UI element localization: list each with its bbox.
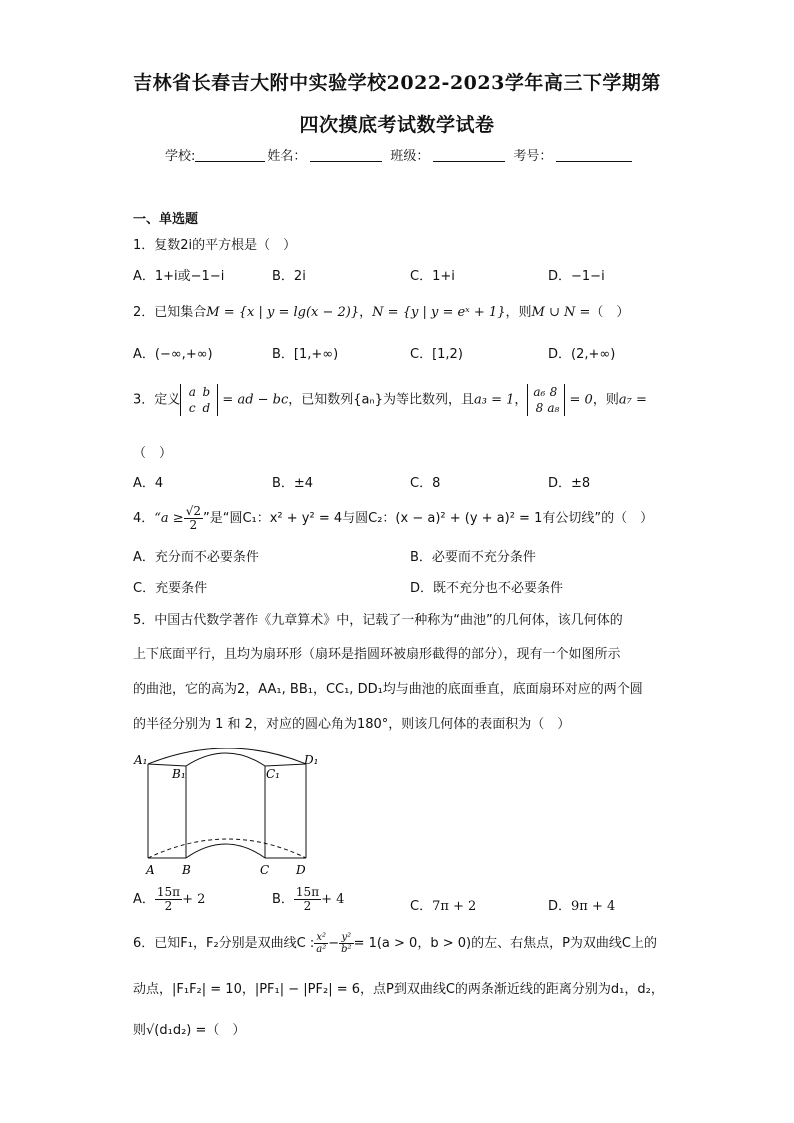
q2-blank: （ ） <box>590 305 630 320</box>
q5-line3: 的曲池，它的高为2，AA₁, BB₁，CC₁, DD₁均与曲池的底面垂直，底面扇环对应的两个圆 <box>133 682 643 697</box>
label-a: A <box>146 863 155 877</box>
class-blank[interactable] <box>433 149 505 162</box>
q5d-prefix: D． <box>548 899 572 914</box>
q3-det-given <box>527 384 565 416</box>
q4-text: ”是“圆C₁：x² + y² = 4与圆C₂：(x − a)² + (y + a)² = 1有公切线”的（ ） <box>202 511 654 526</box>
top-edge-right <box>265 764 306 766</box>
q5c-prefix: C． <box>410 899 433 914</box>
q1-option-b[interactable]: B．2i <box>272 269 306 284</box>
q1-stem: 1．复数2i的平方根是（ ） <box>133 238 297 253</box>
q2-option-b[interactable]: B．[1,+∞) <box>272 347 339 362</box>
q6-frac-x <box>314 932 328 955</box>
q6-frac-y <box>339 932 353 955</box>
q2-option-a[interactable]: A．(−∞,+∞) <box>133 347 213 362</box>
q3-blank: （ ） <box>133 446 173 461</box>
q3-num: 3．定义 <box>133 392 181 408</box>
q4-option-a[interactable]: A．充分而不必要条件 <box>133 550 259 565</box>
q2-stem <box>133 301 629 320</box>
outer-top-arc <box>148 748 306 764</box>
exam-number-blank[interactable] <box>556 149 632 162</box>
q2-union: M ∪ N = <box>531 305 591 320</box>
q5-line4: 的半径分别为 1 和 2，对应的圆心角为180°，则该几何体的表面积为（ ） <box>133 717 571 732</box>
q5c-text: 7π + 2 <box>432 899 477 914</box>
outer-bottom-arc-hidden <box>148 839 306 858</box>
q3-det-definition <box>180 384 218 416</box>
q6-line2: 动点，|F₁F₂| = 10，|PF₁| − |PF₂| = 6，点P到双曲线C的两条渐近线的距离分别为d₁，d₂， <box>133 982 664 997</box>
inner-bottom-arc <box>186 844 265 858</box>
label-c1: C₁ <box>266 767 280 781</box>
q3-a3: a₃ = 1 <box>473 392 515 408</box>
curved-pool-figure <box>128 748 328 878</box>
q4-option-d[interactable]: D．既不充分也不必要条件 <box>410 581 564 596</box>
q6-line3: 则√(d₁d₂) =（ ） <box>133 1023 246 1038</box>
q4-fraction <box>184 505 203 532</box>
q5a-den: 2 <box>164 899 173 913</box>
q4-option-b[interactable]: B．必要而不充分条件 <box>410 550 536 565</box>
inner-top-arc <box>186 753 265 766</box>
q4-cond: “a ≥ <box>154 511 184 526</box>
q3-text1: ，已知数列{aₙ}为等比数列，且 <box>288 392 474 408</box>
q3-then: ，则 <box>592 392 619 408</box>
q3-option-c[interactable]: C．8 <box>410 476 441 491</box>
q5d-text: 9π + 4 <box>571 899 616 914</box>
q4-option-c[interactable]: C．充要条件 <box>133 581 208 596</box>
q5b-prefix: B． <box>272 892 294 907</box>
school-label: 学校: <box>165 149 196 164</box>
q3-a7: a₇ = <box>618 392 647 408</box>
student-info-row <box>165 145 632 164</box>
label-d1: D₁ <box>304 753 319 767</box>
q6-fx-den: a² <box>316 944 327 955</box>
det2-8a: 8 <box>549 385 558 399</box>
section-heading: 一、单选题 <box>133 212 199 227</box>
exam-title-line1: 吉林省长春吉大附中实验学校2022-2023学年高三下学期第 <box>133 72 661 94</box>
q5-line2: 上下底面平行，且均为扇环形（扇环是指圆环被扇形截得的部分），现有一个如图所示 <box>133 647 621 662</box>
q3-option-b[interactable]: B．±4 <box>272 476 314 491</box>
q5b-num: 15π <box>295 885 320 899</box>
q5-option-b[interactable] <box>272 886 344 913</box>
q6-line1 <box>133 932 657 955</box>
q1-option-a[interactable]: A．1+i或−1−i <box>133 269 225 284</box>
q5b-suffix: + 4 <box>321 892 345 907</box>
label-d: D <box>296 863 306 877</box>
det1-b: b <box>202 385 211 399</box>
q3-det-eq: = 0 <box>569 392 593 408</box>
q2-option-c[interactable]: C．[1,2) <box>410 347 463 362</box>
q5a-frac <box>155 886 182 913</box>
q4-stem <box>133 505 653 532</box>
det1-c: c <box>188 401 196 415</box>
q2-sep: ， <box>359 305 373 320</box>
label-b1: B₁ <box>172 767 186 781</box>
q6-fy-den: b² <box>341 944 352 955</box>
school-blank[interactable] <box>195 149 265 162</box>
q5-option-d[interactable] <box>548 895 615 914</box>
q1-option-d[interactable]: D．−1−i <box>548 269 605 284</box>
q5b-den: 2 <box>303 899 312 913</box>
q2-option-d[interactable]: D．(2,+∞) <box>548 347 616 362</box>
q4-frac-num: √2 <box>185 504 201 518</box>
det1-a: a <box>188 385 196 399</box>
exam-title-line2: 四次摸底考试数学试卷 <box>299 114 495 136</box>
q6-fx-num: x² <box>314 932 328 944</box>
q3-stem <box>133 384 647 416</box>
class-label: 班级： <box>390 149 430 164</box>
q5a-suffix: + 2 <box>182 892 206 907</box>
label-a1: A₁ <box>134 753 148 767</box>
q2-then: ，则 <box>505 305 532 320</box>
q6-line1-b: = 1(a > 0，b > 0)的左、右焦点，P为双曲线C上的 <box>353 936 657 951</box>
label-c: C <box>260 863 270 877</box>
q5-option-c[interactable] <box>410 895 476 914</box>
exam-number-label: 考号： <box>513 149 553 164</box>
q6-minus: − <box>328 936 340 951</box>
det2-a6: a₆ <box>533 385 546 399</box>
top-edge-left <box>148 764 186 766</box>
det2-a8: a₈ <box>547 401 560 415</box>
q4-num: 4． <box>133 511 155 526</box>
q3-option-d[interactable]: D．±8 <box>548 476 591 491</box>
q1-option-c[interactable]: C．1+i <box>410 269 455 284</box>
q5-option-a[interactable] <box>133 886 205 913</box>
q3-option-a[interactable]: A．4 <box>133 476 164 491</box>
name-label: 姓名： <box>267 149 307 164</box>
q6-line1-a: 6．已知F₁，F₂分别是双曲线C : <box>133 936 315 951</box>
q5a-prefix: A． <box>133 892 155 907</box>
q6-fy-num: y² <box>339 932 353 944</box>
det1-d: d <box>202 401 211 415</box>
q4-frac-den: 2 <box>189 518 198 532</box>
q3-comma: ， <box>514 392 528 408</box>
q2-num: 2．已知集合 <box>133 305 207 320</box>
q2-set-m: M = {x | y = lg(x − 2)} <box>206 305 360 320</box>
q3-def: = ad − bc <box>222 392 289 408</box>
name-blank[interactable] <box>310 149 382 162</box>
det2-8b: 8 <box>535 401 544 415</box>
q2-set-n: N = {y | y = eˣ + 1} <box>372 305 506 320</box>
q5-line1: 5．中国古代数学著作《九章算术》中，记载了一种称为“曲池”的几何体，该几何体的 <box>133 613 623 628</box>
label-b: B <box>182 863 191 877</box>
q5a-num: 15π <box>156 885 181 899</box>
q5b-frac <box>294 886 321 913</box>
